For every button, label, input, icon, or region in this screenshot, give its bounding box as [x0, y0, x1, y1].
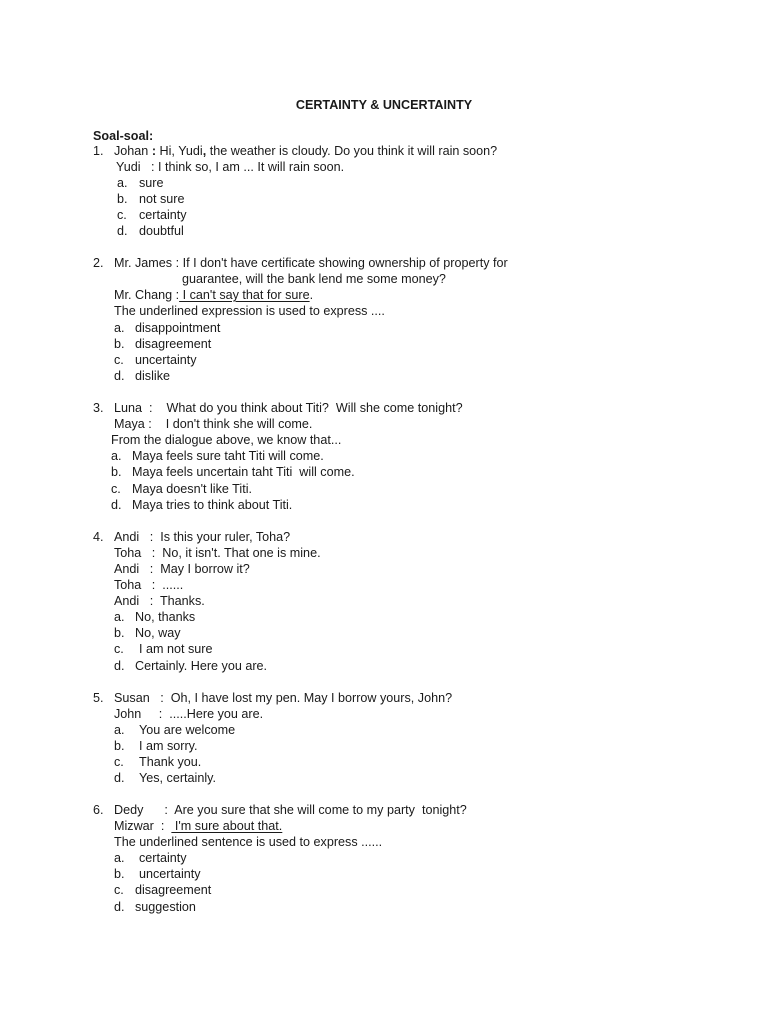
question-2-line-2: guarantee, will the bank lend me some money?	[182, 272, 446, 286]
dialog-line: John : .....Here you are.	[114, 707, 264, 721]
option-letter: d.	[111, 498, 122, 512]
option-letter: a.	[114, 610, 125, 624]
question-number: 6.	[93, 803, 104, 817]
option-letter: b.	[117, 192, 128, 206]
option-text: certainty	[139, 208, 187, 222]
question-number: 2.	[93, 256, 104, 270]
option-letter: d.	[114, 369, 125, 383]
option-text: disappointment	[135, 321, 221, 335]
option-text: I am not sure	[139, 642, 213, 656]
option-letter: a.	[114, 321, 125, 335]
punctuation: .	[309, 288, 314, 302]
option-text: doubtful	[139, 224, 184, 238]
option-text: uncertainty	[139, 867, 201, 881]
option-text: Certainly. Here you are.	[135, 659, 268, 673]
option-text: certainty	[139, 851, 187, 865]
option-text: Maya tries to think about Titi.	[132, 498, 293, 512]
option-letter: c.	[117, 208, 127, 222]
option-letter: d.	[117, 224, 128, 238]
option-letter: c.	[114, 755, 124, 769]
option-letter: c.	[111, 482, 121, 496]
dialog-line: Susan : Oh, I have lost my pen. May I borrow yours, John?	[114, 691, 453, 705]
option-text: disagreement	[135, 883, 212, 897]
option-text: sure	[139, 176, 164, 190]
question-3-line-1: Luna : What do you think about Titi? Will she come tonight?	[114, 401, 463, 415]
speaker-label: Mizwar :	[114, 819, 172, 833]
dialog-line: Andi : Thanks.	[114, 594, 205, 608]
option-text: I am sorry.	[139, 739, 198, 753]
question-3-line-3: From the dialogue above, we know that...	[111, 433, 342, 447]
dialog-line: Toha : No, it isn't. That one is mine.	[114, 546, 321, 560]
speaker-separator: :	[148, 144, 160, 158]
option-text: Maya doesn't like Titi.	[132, 482, 252, 496]
option-text: uncertainty	[135, 353, 197, 367]
dialog-comma: ,	[202, 144, 210, 158]
dialog-line: Toha : ......	[114, 578, 184, 592]
option-letter: b.	[111, 465, 122, 479]
option-letter: d.	[114, 900, 125, 914]
question-number: 5.	[93, 691, 104, 705]
question-6-line-3: The underlined sentence is used to express ......	[114, 835, 383, 849]
dialog-line: Andi : Is this your ruler, Toha?	[114, 530, 291, 544]
option-letter: d.	[114, 659, 125, 673]
dialog-line: Andi : May I borrow it?	[114, 562, 250, 576]
option-letter: d.	[114, 771, 125, 785]
option-text: dislike	[135, 369, 170, 383]
speaker-name: Johan	[114, 144, 149, 158]
option-letter: b.	[114, 337, 125, 351]
option-text: Thank you.	[139, 755, 202, 769]
option-letter: a.	[111, 449, 122, 463]
speaker-label: Mr. Chang :	[114, 288, 180, 302]
option-text: You are welcome	[139, 723, 236, 737]
option-letter: b.	[114, 626, 125, 640]
option-text: suggestion	[135, 900, 196, 914]
question-1-line-2: Yudi : I think so, I am ... It will rain soon.	[116, 160, 345, 174]
dialog-line: Dedy : Are you sure that she will come to my party tonight?	[114, 803, 467, 817]
document-title: CERTAINTY & UNCERTAINTY	[295, 98, 473, 112]
question-2-line-3	[114, 287, 313, 303]
option-letter: c.	[114, 883, 124, 897]
option-text: Maya feels uncertain taht Titi will come.	[132, 465, 355, 479]
section-heading: Soal-soal:	[93, 129, 154, 143]
question-number: 1.	[93, 144, 104, 158]
option-letter: c.	[114, 642, 124, 656]
option-letter: a.	[114, 723, 125, 737]
underlined-sentence: I'm sure about that.	[171, 819, 283, 833]
option-letter: a.	[114, 851, 125, 865]
question-number: 4.	[93, 530, 104, 544]
question-3-line-2: Maya : I don't think she will come.	[114, 417, 313, 431]
underlined-expression: I can't say that for sure	[179, 288, 310, 302]
question-1-line-1	[114, 143, 497, 159]
option-text: disagreement	[135, 337, 212, 351]
option-letter: b.	[114, 739, 125, 753]
option-text: No, way	[135, 626, 181, 640]
option-text: Yes, certainly.	[139, 771, 217, 785]
option-text: Maya feels sure taht Titi will come.	[132, 449, 324, 463]
question-number: 3.	[93, 401, 104, 415]
dialog-text: Hi, Yudi	[159, 144, 203, 158]
question-2-line-1: Mr. James : If I don't have certificate showing ownership of property for	[114, 256, 508, 270]
dialog-text: the weather is cloudy. Do you think it will rain soon?	[209, 144, 498, 158]
option-letter: b.	[114, 867, 125, 881]
option-letter: c.	[114, 353, 124, 367]
option-text: not sure	[139, 192, 185, 206]
dialog-line	[114, 818, 282, 834]
question-2-line-4: The underlined expression is used to express ....	[114, 304, 385, 318]
option-text: No, thanks	[135, 610, 196, 624]
option-letter: a.	[117, 176, 128, 190]
